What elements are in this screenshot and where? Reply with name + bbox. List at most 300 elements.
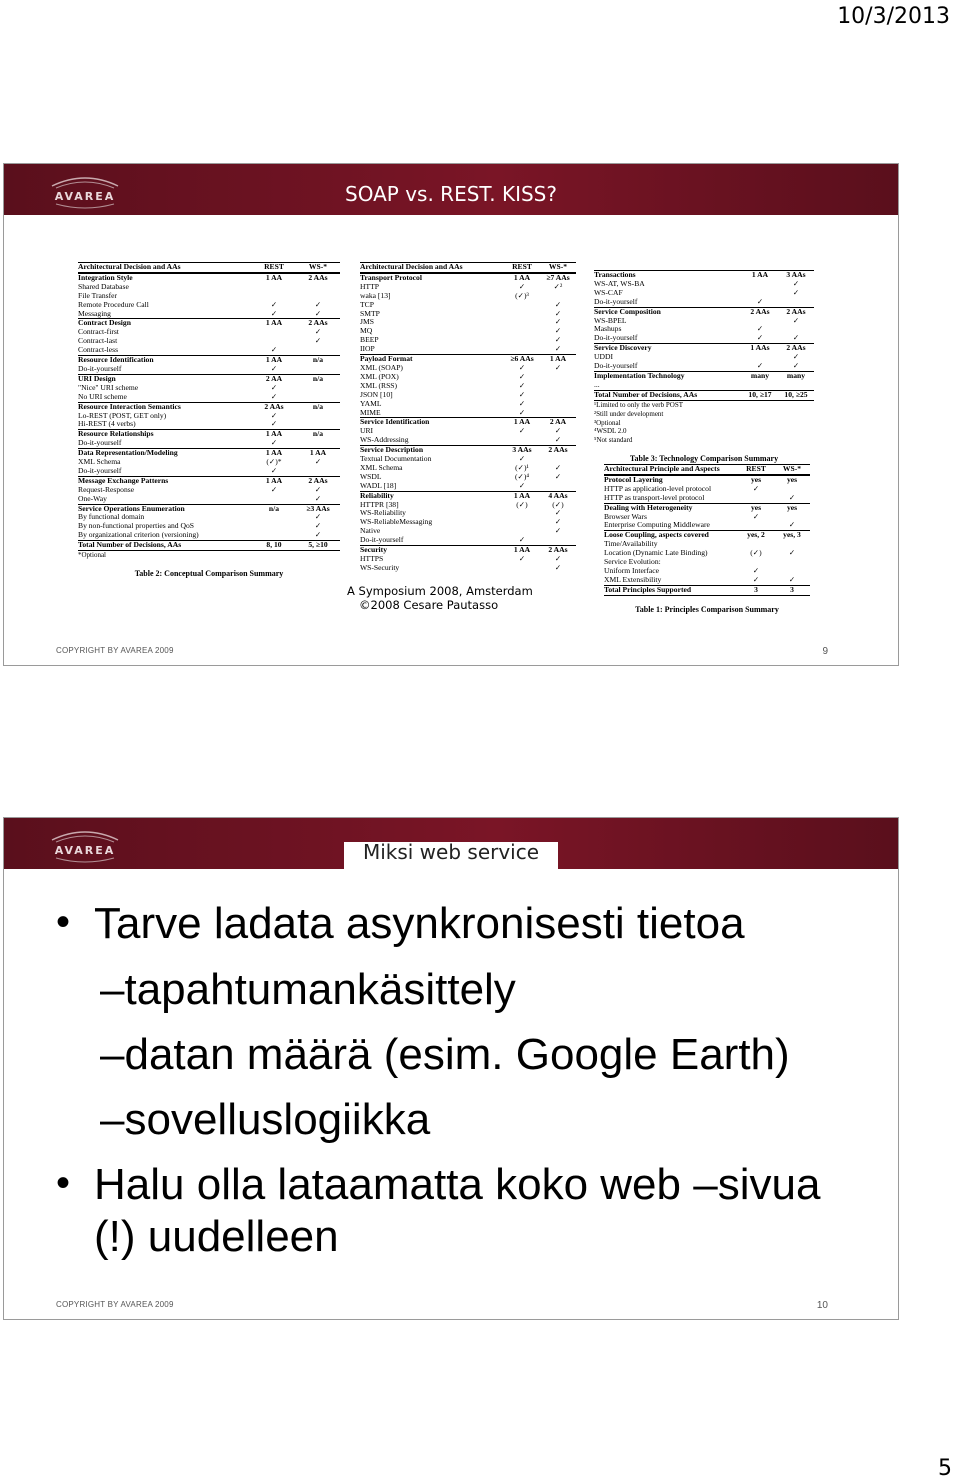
table-cell: ✓	[554, 309, 562, 318]
table-cell	[742, 436, 778, 445]
table-cell: ≥6 AAs	[510, 355, 534, 364]
table-row	[604, 585, 810, 596]
table-row	[360, 436, 576, 445]
table-cell	[504, 327, 540, 336]
table-cell: 2 AAs	[750, 307, 770, 316]
table-cell: many	[750, 371, 770, 380]
table-cell: ✓	[518, 455, 526, 464]
table-row	[78, 467, 340, 476]
table-cell: Mashups	[594, 325, 622, 334]
table-cell: ✓	[270, 392, 278, 401]
table-cell: 1 AA	[265, 449, 283, 458]
table-cell: 10, ≥25	[784, 390, 808, 399]
table-cell: Integration Style	[78, 273, 133, 282]
table-cell: ✓	[270, 364, 278, 373]
table-cell	[540, 536, 576, 545]
table-row	[360, 273, 576, 283]
table-row	[78, 337, 340, 346]
sub-bullet-item: –sovelluslogiikka	[100, 1095, 431, 1144]
table-cell	[742, 410, 778, 419]
table-cell: ¹Limited to only the verb POST	[594, 400, 684, 409]
table-cell: 2 AA	[265, 374, 283, 383]
table-cell	[778, 381, 814, 390]
table-cell: ✓	[518, 381, 526, 390]
table-row	[78, 476, 340, 486]
table-cell	[540, 373, 576, 382]
table-cell: XML (SOAP)	[360, 363, 403, 372]
table-cell: 3	[790, 585, 794, 594]
table-cell: Do-it-yourself	[594, 297, 638, 306]
table-cell	[252, 328, 296, 337]
table-cell: ✓	[554, 327, 562, 336]
citation-line-1: A Symposium 2008, Amsterdam	[347, 584, 533, 598]
table-cell: ✓	[554, 318, 562, 327]
table-cell	[252, 513, 296, 522]
slide-header	[4, 164, 898, 215]
table-cell: ✓	[518, 408, 526, 417]
table-cell: Uniform Interface	[604, 566, 660, 575]
table-cell: ✓	[314, 458, 322, 467]
table-cell: Resource Interaction Semantics	[78, 402, 181, 411]
table-cell: ✓	[554, 300, 562, 309]
table-cell: ✓	[554, 563, 562, 572]
table-cell: ✓	[270, 346, 278, 355]
table-cell: ✓	[314, 513, 322, 522]
table-cell: Service Discovery	[594, 344, 652, 353]
slide-miksi-web-service	[3, 817, 899, 1320]
table-cell: ✓	[788, 521, 796, 530]
table-cell	[252, 337, 296, 346]
table-row	[594, 325, 814, 334]
table-row	[360, 545, 576, 555]
table-cell: ✓	[792, 362, 800, 371]
table-row	[360, 345, 576, 354]
table-cell: yes	[786, 475, 798, 484]
table-row	[604, 485, 810, 494]
table-cell	[504, 518, 540, 527]
table-cell	[742, 317, 778, 326]
table-cell: Shared Database	[78, 282, 129, 291]
table-row	[78, 495, 340, 504]
table-cell	[540, 482, 576, 491]
table-cell: n/a	[312, 374, 324, 383]
table-row	[360, 464, 576, 473]
table-cell: 3	[754, 585, 758, 594]
table-row	[78, 318, 340, 328]
table-cell	[778, 401, 814, 410]
table-row	[360, 518, 576, 527]
table-cell: XML Schema	[78, 458, 121, 467]
table-cell: MQ	[360, 327, 373, 336]
table-cell: ✓	[752, 575, 760, 584]
table-cell: ✓	[518, 282, 526, 291]
table-cell	[778, 298, 814, 307]
table-cell: Do-it-yourself	[78, 466, 122, 475]
table-row	[360, 400, 576, 409]
table-cell: MIME	[360, 408, 381, 417]
table-cell	[296, 467, 340, 476]
table-row	[360, 509, 576, 518]
table-row	[360, 327, 576, 336]
table-cell: XML (POX)	[360, 372, 399, 381]
table-cell: ✓	[554, 427, 562, 436]
table-cell: Loose Coupling, aspects covered	[604, 531, 709, 540]
table-cell: (✓)*	[266, 458, 282, 467]
table-cell: Data Representation/Modeling	[78, 449, 178, 458]
table-cell: Do-it-yourself	[594, 334, 638, 343]
table-cell: HTTP as transport-level protocol	[604, 493, 705, 502]
table-row	[360, 501, 576, 510]
table-row	[360, 564, 576, 573]
table-cell: Remote Procedure Call	[78, 300, 149, 309]
table-cell: WS-*	[548, 263, 568, 271]
table-cell: ✓	[270, 466, 278, 475]
table-cell: XML Extensibility	[604, 575, 662, 584]
table-cell: Browser Wars	[604, 512, 647, 521]
table-cell: Resource Identification	[78, 356, 154, 365]
table-row	[594, 436, 814, 445]
slide-number: 9	[822, 646, 828, 657]
table-cell: Contract-less	[78, 346, 119, 355]
table-row	[360, 391, 576, 400]
table-cell: XML (RSS)	[360, 381, 398, 390]
table-cell: By functional domain	[78, 513, 145, 522]
table-row	[78, 273, 340, 283]
table-row	[78, 458, 340, 467]
table-cell: 1 AA	[549, 355, 567, 364]
table-cell: 8, 10	[266, 541, 282, 550]
table-cell: yes, 3	[783, 531, 801, 540]
table-cell: Total Number of Decisions, AAs	[78, 541, 182, 550]
table-cell: ✓	[752, 566, 760, 575]
table-cell: ✓	[518, 399, 526, 408]
table-cell: 3 AAs	[512, 446, 532, 455]
table-conceptual-comparison	[78, 262, 340, 579]
table-cell: n/a	[268, 504, 280, 513]
table-cell: ✓	[554, 436, 562, 445]
table-cell: n/a	[312, 402, 324, 411]
table-cell: Transport Protocol	[360, 273, 422, 282]
page-date: 10/3/2013	[837, 4, 950, 29]
table-cell: HTTPR [38]	[360, 500, 399, 509]
table-row	[78, 522, 340, 531]
table-cell: ✓	[518, 363, 526, 372]
table-cell: ✓	[314, 337, 322, 346]
table-cell: Location (Dynamic Late Binding)	[604, 549, 708, 558]
table-row	[360, 318, 576, 327]
table-cell	[738, 558, 774, 567]
table-cell: UDDI	[594, 353, 613, 362]
table-row	[360, 409, 576, 418]
table-cell: Hi-REST (4 verbs)	[78, 420, 136, 429]
table-cell: ✓	[788, 575, 796, 584]
table-cell: 4 AAs	[548, 491, 568, 500]
table-cell: Do-it-yourself	[78, 364, 122, 373]
table-cell: Service Description	[360, 446, 424, 455]
table-row	[604, 558, 810, 567]
table-cell: By non-functional properties and QoS	[78, 522, 194, 531]
table-cell: 1 AA	[265, 356, 283, 365]
table-cell: ⁵Not standard	[594, 436, 633, 445]
table-row	[78, 531, 340, 540]
table-row	[360, 455, 576, 464]
bullet-item: • Halu olla lataamatta koko web –sivua (!) uudelleen	[56, 1159, 858, 1263]
table-cell: TCP	[360, 300, 374, 309]
table-cell	[774, 567, 810, 576]
table-row	[594, 362, 814, 371]
table-cell: ✓	[314, 328, 322, 337]
table-cell: ✓	[554, 345, 562, 354]
table-cell: HTTP	[360, 282, 379, 291]
table-cell	[742, 353, 778, 362]
table-cell: Enterprise Computing Middleware	[604, 521, 710, 530]
table-row	[360, 527, 576, 536]
table-caption: Table 3: Technology Comparison Summary	[629, 454, 779, 464]
table-cell: Payload Format	[360, 355, 413, 364]
table-row	[78, 301, 340, 310]
table-cell: Total Number of Decisions, AAs	[594, 390, 698, 399]
table-row	[78, 551, 340, 560]
table-cell: Dealing with Heterogeneity	[604, 503, 693, 512]
table-cell	[252, 495, 296, 504]
table-cell: Architectural Principle and Aspects	[604, 465, 720, 473]
table-cell: 2 AAs	[786, 307, 806, 316]
table-cell: Contract-first	[78, 328, 119, 337]
table-cell: many	[786, 371, 806, 380]
table-row	[360, 310, 576, 319]
table-row	[360, 427, 576, 436]
table-row	[604, 503, 810, 513]
table-cell: yes	[786, 503, 798, 512]
table-cell	[504, 345, 540, 354]
table-cell: Contract-last	[78, 337, 118, 346]
table-row	[78, 513, 340, 522]
table-cell: JSON [10]	[360, 390, 393, 399]
table-row	[78, 355, 340, 365]
table-row	[594, 298, 814, 307]
table-cell: ✓	[314, 494, 322, 503]
logo-text: AVAREA	[54, 190, 116, 203]
table-cell	[504, 310, 540, 319]
table-cell: ✓	[518, 427, 526, 436]
slide-title: Miksi web service	[362, 840, 540, 864]
table-cell: ✓	[554, 463, 562, 472]
table-cell	[296, 283, 340, 292]
footer-copyright: COPYRIGHT BY AVAREA 2009	[56, 646, 174, 655]
table-cell: (✓)	[516, 500, 528, 509]
table-cell: Protocol Layering	[604, 475, 663, 484]
table-cell: 2 AAs	[308, 319, 328, 328]
citation-line-2: ©2008 Cesare Pautasso	[359, 598, 499, 612]
table-row	[78, 412, 340, 421]
table-cell	[296, 346, 340, 355]
table-cell: URI Design	[78, 374, 116, 383]
table-row	[360, 555, 576, 564]
table-cell: ²Still under development	[594, 409, 664, 418]
table-cell: 5, ≥10	[308, 541, 328, 550]
table-cell: ✓	[792, 279, 800, 288]
table-row	[594, 419, 814, 428]
table-cell: Resource Relationships	[78, 430, 154, 439]
table-cell	[742, 427, 778, 436]
table-cell	[540, 400, 576, 409]
table-cell: 1 AA	[309, 449, 327, 458]
citation	[347, 584, 533, 612]
table-row	[360, 491, 576, 501]
table-row	[78, 486, 340, 495]
table-cell: Do-it-yourself	[78, 439, 122, 448]
table-row	[604, 494, 810, 503]
table-cell: ✓	[518, 481, 526, 490]
table-cell: WADL [18]	[360, 481, 397, 490]
table-principles-comparison	[604, 464, 810, 615]
table-cell: 2 AAs	[264, 402, 284, 411]
table-cell: Architectural Decision and AAs	[78, 263, 181, 271]
table-row	[594, 353, 814, 362]
table-row	[594, 343, 814, 353]
table-cell: 10, ≥17	[748, 390, 772, 399]
table-cell: Service Identification	[360, 418, 430, 427]
table-cell	[252, 551, 296, 560]
table-row	[360, 482, 576, 491]
table-cell: REST	[264, 263, 284, 271]
table-cell	[504, 336, 540, 345]
table-cell: ✓	[270, 309, 278, 318]
table-cell	[504, 564, 540, 573]
table-cell: ✓	[270, 420, 278, 429]
table-cell: ✓	[314, 485, 322, 494]
table-cell: Native	[360, 527, 381, 536]
table-cell: ✓	[756, 297, 764, 306]
table-row	[604, 475, 810, 485]
table-cell	[738, 494, 774, 503]
table-technology-comparison-part2	[594, 270, 814, 464]
table-cell: ✓	[756, 362, 764, 371]
table-cell: No URI scheme	[78, 392, 127, 401]
table-cell: yes	[750, 475, 762, 484]
table-cell: waka [13]	[360, 291, 391, 300]
table-cell: Textual Documentation	[360, 455, 432, 464]
table-row	[78, 504, 340, 514]
table-cell: 2 AAs	[308, 273, 328, 282]
table-row	[78, 402, 340, 412]
table-row	[78, 429, 340, 439]
table-cell: *Optional	[78, 551, 106, 560]
table-cell	[296, 420, 340, 429]
table-cell: yes, 2	[747, 531, 765, 540]
table-cell: WS-*	[308, 263, 328, 271]
table-row	[604, 567, 810, 576]
table-cell: SMTP	[360, 309, 380, 318]
table-cell: ✓	[554, 509, 562, 518]
table-cell: ✓	[792, 353, 800, 362]
table-cell: WS-Addressing	[360, 436, 409, 445]
slide-header	[4, 818, 898, 869]
table-cell: n/a	[312, 430, 324, 439]
table-cell	[778, 325, 814, 334]
table-row	[360, 536, 576, 545]
table-cell	[774, 540, 810, 549]
table-cell: n/a	[312, 356, 324, 365]
table-cell: (✓)³	[515, 291, 529, 300]
table-cell	[778, 427, 814, 436]
table-row	[78, 310, 340, 319]
table-row	[594, 280, 814, 289]
table-row	[594, 270, 814, 280]
table-cell: Messaging	[78, 309, 111, 318]
table-row	[604, 576, 810, 585]
table-cell: ✓	[554, 336, 562, 345]
table-row	[360, 301, 576, 310]
table-row	[78, 540, 340, 551]
page-number: 5	[938, 1456, 952, 1481]
table-row	[360, 292, 576, 301]
table-cell: ✓	[792, 316, 800, 325]
table-cell: ✓	[554, 555, 562, 563]
table-header-row	[360, 262, 576, 273]
table-cell: WS-CAF	[594, 288, 623, 297]
table-cell	[504, 436, 540, 445]
table-cell	[742, 289, 778, 298]
table-row	[594, 371, 814, 381]
table-row	[78, 283, 340, 292]
table-cell	[742, 401, 778, 410]
table-cell: XML Schema	[360, 463, 403, 472]
slide-soap-vs-rest	[3, 163, 899, 666]
table-row	[78, 374, 340, 384]
table-cell: 1 AA	[265, 273, 283, 282]
table-cell: ✓	[554, 527, 562, 536]
table-cell: ✓	[314, 522, 322, 531]
table-cell: ✓	[518, 390, 526, 399]
table-row	[78, 384, 340, 393]
table-cell	[296, 412, 340, 421]
table-row	[78, 420, 340, 429]
table-cell: WS-BPEL	[594, 316, 627, 325]
table-row	[604, 549, 810, 558]
table-cell: Service Composition	[594, 307, 661, 316]
table-cell: ✓	[314, 531, 322, 540]
table-row	[78, 439, 340, 448]
table-cell: ³Optional	[594, 418, 621, 427]
table-row	[360, 473, 576, 482]
table-cell: 1 AA	[265, 319, 283, 328]
table-cell: 1 AA	[513, 546, 531, 555]
table-cell	[504, 301, 540, 310]
table-cell: IIOP	[360, 345, 375, 354]
table-cell: WS-*	[782, 465, 802, 473]
table-cell: (✓)	[552, 500, 564, 509]
table-cell: (✓)⁴	[514, 472, 530, 481]
table-cell: HTTP as application-level protocol	[604, 484, 712, 493]
table-cell: WS-AT, WS-BA	[594, 279, 645, 288]
table-cell	[540, 382, 576, 391]
table-cell: ✓	[270, 411, 278, 420]
table-cell: ✓	[314, 300, 322, 309]
table-cell: ✓	[792, 334, 800, 343]
table-cell	[774, 513, 810, 522]
table-cell: File Transfer	[78, 291, 118, 300]
table-cell: Security	[360, 546, 387, 555]
table-cell	[296, 393, 340, 402]
table-cell	[296, 384, 340, 393]
table-cell: ≥7 AAs	[546, 273, 570, 282]
table-cell: ✓	[270, 439, 278, 448]
table-cell: Total Principles Supported	[604, 585, 692, 594]
table-row	[604, 530, 810, 540]
table-cell: Reliability	[360, 491, 394, 500]
table-header-row	[78, 262, 340, 273]
